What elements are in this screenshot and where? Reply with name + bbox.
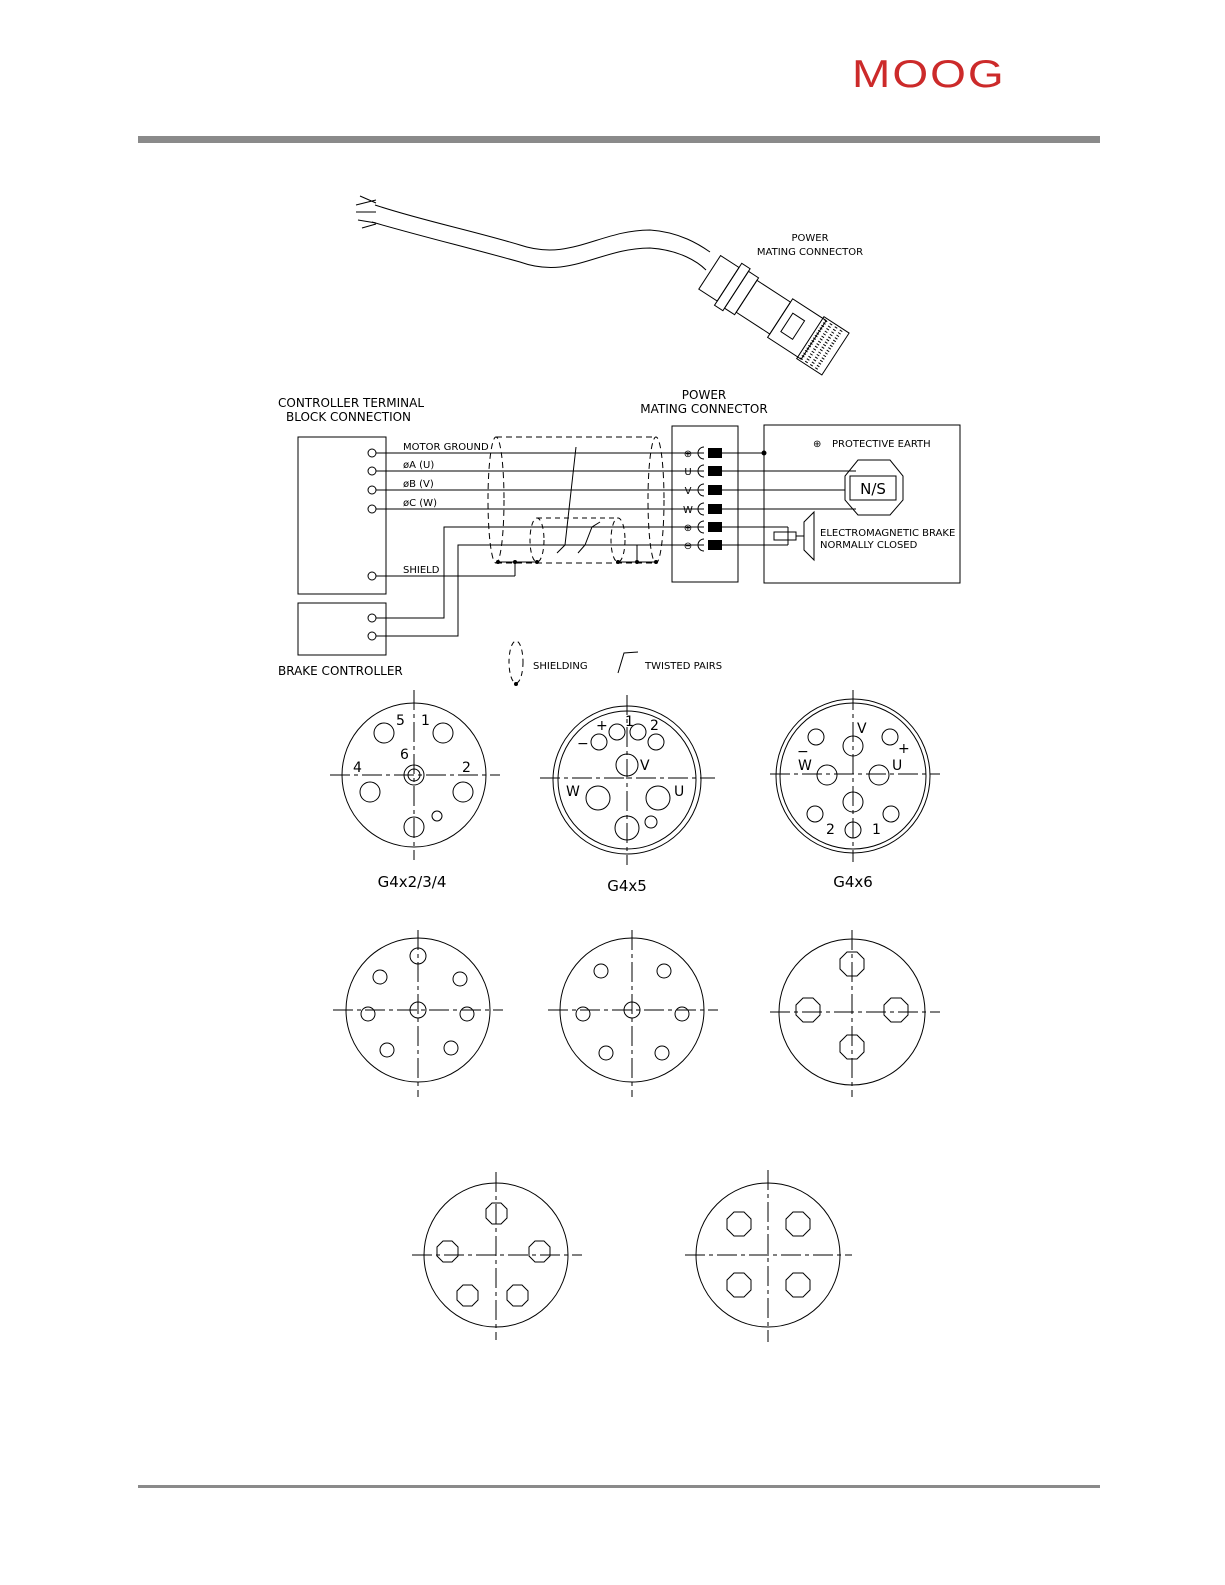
signal-label-c: øC (W) bbox=[403, 498, 437, 509]
controller-title-2: BLOCK CONNECTION bbox=[286, 410, 412, 424]
outer-shield-left bbox=[488, 437, 504, 563]
connector-g4x234 bbox=[330, 690, 500, 891]
connector-face-row3-1 bbox=[412, 1172, 582, 1340]
connector-face-row2-2 bbox=[548, 930, 718, 1097]
svg-text:V: V bbox=[857, 721, 867, 737]
brake-coil-icon bbox=[774, 532, 796, 540]
twisted-pairs-legend-icon bbox=[618, 652, 638, 673]
legend-shielding: SHIELDING bbox=[533, 661, 588, 672]
pin-2: 2 bbox=[462, 760, 471, 776]
svg-text:1: 1 bbox=[625, 714, 634, 730]
svg-text:W: W bbox=[683, 505, 693, 516]
svg-text:W: W bbox=[566, 784, 580, 800]
svg-text:⊕: ⊕ bbox=[683, 523, 693, 534]
motor-label: N/S bbox=[860, 480, 886, 498]
protective-earth-label: PROTECTIVE EARTH bbox=[832, 439, 931, 450]
signal-label-motor-ground: MOTOR GROUND bbox=[403, 442, 489, 453]
cable-illustration bbox=[356, 196, 863, 375]
svg-text:U: U bbox=[892, 758, 903, 774]
connector-pin-labels bbox=[683, 449, 693, 552]
brake-controller-box bbox=[298, 603, 386, 655]
pin-1: 1 bbox=[421, 713, 430, 729]
moog-logo: MOOG bbox=[852, 51, 1006, 96]
legend-twisted-pairs: TWISTED PAIRS bbox=[645, 661, 723, 672]
svg-text:U: U bbox=[674, 784, 685, 800]
svg-text:⊕: ⊕ bbox=[683, 449, 693, 460]
connector-g4x5 bbox=[540, 695, 715, 895]
controller-title-1: CONTROLLER TERMINAL bbox=[278, 396, 425, 410]
outer-shield-right bbox=[648, 437, 664, 563]
cable-connector-label-2: MATING CONNECTOR bbox=[756, 247, 864, 258]
controller-terminal-block bbox=[298, 437, 386, 594]
signal-label-a: øA (U) bbox=[403, 460, 435, 471]
svg-text:V: V bbox=[640, 758, 650, 774]
pin-6: 6 bbox=[400, 747, 409, 763]
controller-terminals bbox=[368, 449, 376, 640]
connector-title-2: MATING CONNECTOR bbox=[640, 402, 768, 416]
connector-face-row2-1 bbox=[333, 930, 503, 1097]
svg-text:U: U bbox=[684, 467, 692, 478]
svg-text:−: − bbox=[577, 736, 589, 752]
svg-text:+: + bbox=[596, 718, 608, 734]
power-mating-connector-block bbox=[672, 426, 738, 582]
signal-label-b: øB (V) bbox=[403, 479, 434, 490]
mating-connector-icon bbox=[696, 251, 849, 375]
connector-g4x6 bbox=[770, 690, 940, 891]
svg-text:1: 1 bbox=[872, 822, 881, 838]
connector-sockets bbox=[698, 447, 722, 551]
cable-connector-label-1: POWER bbox=[791, 233, 829, 244]
connector-face-row2-3 bbox=[770, 930, 940, 1097]
svg-text:2: 2 bbox=[650, 718, 659, 734]
protective-earth-icon: ⊕ bbox=[813, 439, 822, 450]
svg-text:W: W bbox=[798, 758, 812, 774]
svg-text:+: + bbox=[898, 741, 910, 757]
wiring-diagram bbox=[278, 388, 960, 686]
connector-face-row3-2 bbox=[685, 1170, 852, 1342]
svg-text:V: V bbox=[684, 486, 692, 497]
pin-4: 4 bbox=[353, 760, 362, 776]
brake-controller-label: BRAKE CONTROLLER bbox=[278, 664, 403, 678]
svg-text:2: 2 bbox=[826, 822, 835, 838]
svg-text:⊖: ⊖ bbox=[683, 541, 693, 552]
connector-title-1: POWER bbox=[681, 388, 727, 402]
caption-g4x6: G4x6 bbox=[833, 873, 873, 891]
shield-label: SHIELD bbox=[403, 565, 440, 576]
svg-text:−: − bbox=[797, 744, 809, 760]
brake-label-1: ELECTROMAGNETIC BRAKE bbox=[820, 528, 956, 539]
caption-g4x234: G4x2/3/4 bbox=[377, 873, 447, 891]
brake-label-2: NORMALLY CLOSED bbox=[820, 540, 918, 551]
caption-g4x5: G4x5 bbox=[607, 877, 647, 895]
pin-5: 5 bbox=[396, 713, 405, 729]
shielding-legend-icon bbox=[509, 641, 523, 683]
